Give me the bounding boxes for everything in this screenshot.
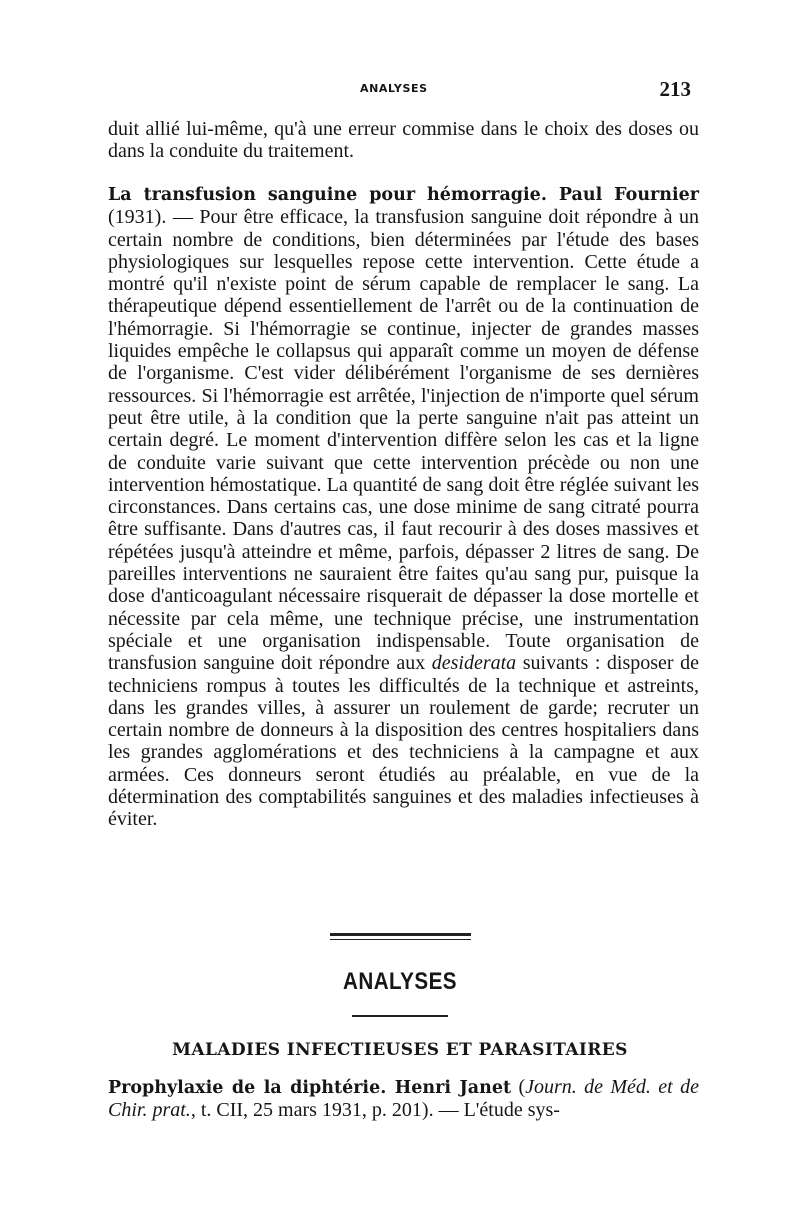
article-title: Prophylaxie de la diphtérie. Henri Janet — [108, 1078, 512, 1098]
page-number: 213 — [659, 77, 691, 101]
article-transfusion — [108, 183, 699, 831]
continued-paragraph: duit allié lui-même, qu'à une erreur commise dans le choix des doses ou dans la conduite du traitement. — [108, 118, 699, 163]
running-head — [0, 77, 800, 101]
article-diphtheria: Prophylaxie de la diphtérie. Henri Janet (Journ. de Méd. et de Chir. prat., t. CII, 25 mars 1931, p. 201). — L'étude sys- — [108, 1076, 699, 1122]
running-head-title: ANALYSES — [360, 82, 428, 95]
section-divider-thin — [330, 939, 471, 940]
article-body-part2: suivants : disposer de techniciens rompus à toutes les difficultés de la technique et astreints, dans les grandes villes, à assurer un roulement de garde; recruter un certain nombre de donneurs à la disposition des centres hospitaliers dans les grandes agglomérations et des techniciens à la campagne et aux armées. Ces donneurs seront étudiés au préalable, en vue de la détermination des comptabilités sanguines et des maladies infectieuses à éviter. — [108, 652, 700, 831]
journal-reference: , t. CII, 25 mars 1931, p. 201). — L'étude sys- — [190, 1099, 560, 1122]
section-divider-thick — [330, 933, 471, 936]
section-title-rule — [352, 1015, 448, 1017]
section-title: ANALYSES — [343, 968, 457, 995]
journal-name: Journ. de Méd. et de Chir. prat. — [108, 1076, 699, 1122]
category-heading: MALADIES INFECTIEUSES ET PARASITAIRES — [172, 1040, 628, 1060]
article-body-part1: (1931). — Pour être efficace, la transfusion sanguine doit répondre à un certain nombre de conditions, bien déterminées par l'étude des bases physiologiques sur lesquelles repose cette intervention. Cette étude a montré qu'il n'existe point de sérum capable de remplacer le sang. La thérapeutique dépend essentiellement de l'arrêt ou de la continuation de l'hémorragie. Si l'hémorragie se continue, injecter de grandes masses liquides empêche le collapsus qui apparaît comme un moyen de défense de l'organisme. C'est vider délibérément l'organisme de ses dernières ressources. Si l'hémorragie est arrêtée, l'injection de n'importe quel sérum peut être utile, à la condition que la perte sanguine n'ait pas atteint un certain degré. Le moment d'intervention diffère selon les cas et la ligne de conduite varie suivant que cette intervention précède ou non une intervention hémostatique. La quantité de sang doit être réglée suivant les circonstances. Dans certains cas, une dose minime de sang citraté pourra être suffisante. Dans d'autres cas, il faut recourir à des doses massives et répétées jusqu'à atteindre et même, parfois, dépasser 2 litres de sang. De pareilles interventions ne sauraient être faites qu'au sang pur, puisque la dose d'anticoagulant nécessaire risquerait de dépasser la dose mortelle et nécessite par cela même, une technique précise, une instrumentation spéciale et une organisation indispensable. Toute organisation de transfusion sanguine doit répondre aux — [108, 206, 699, 675]
article-title: La transfusion sanguine pour hémorragie. Paul Fournier — [108, 185, 699, 205]
latin-term: desiderata — [431, 652, 517, 675]
